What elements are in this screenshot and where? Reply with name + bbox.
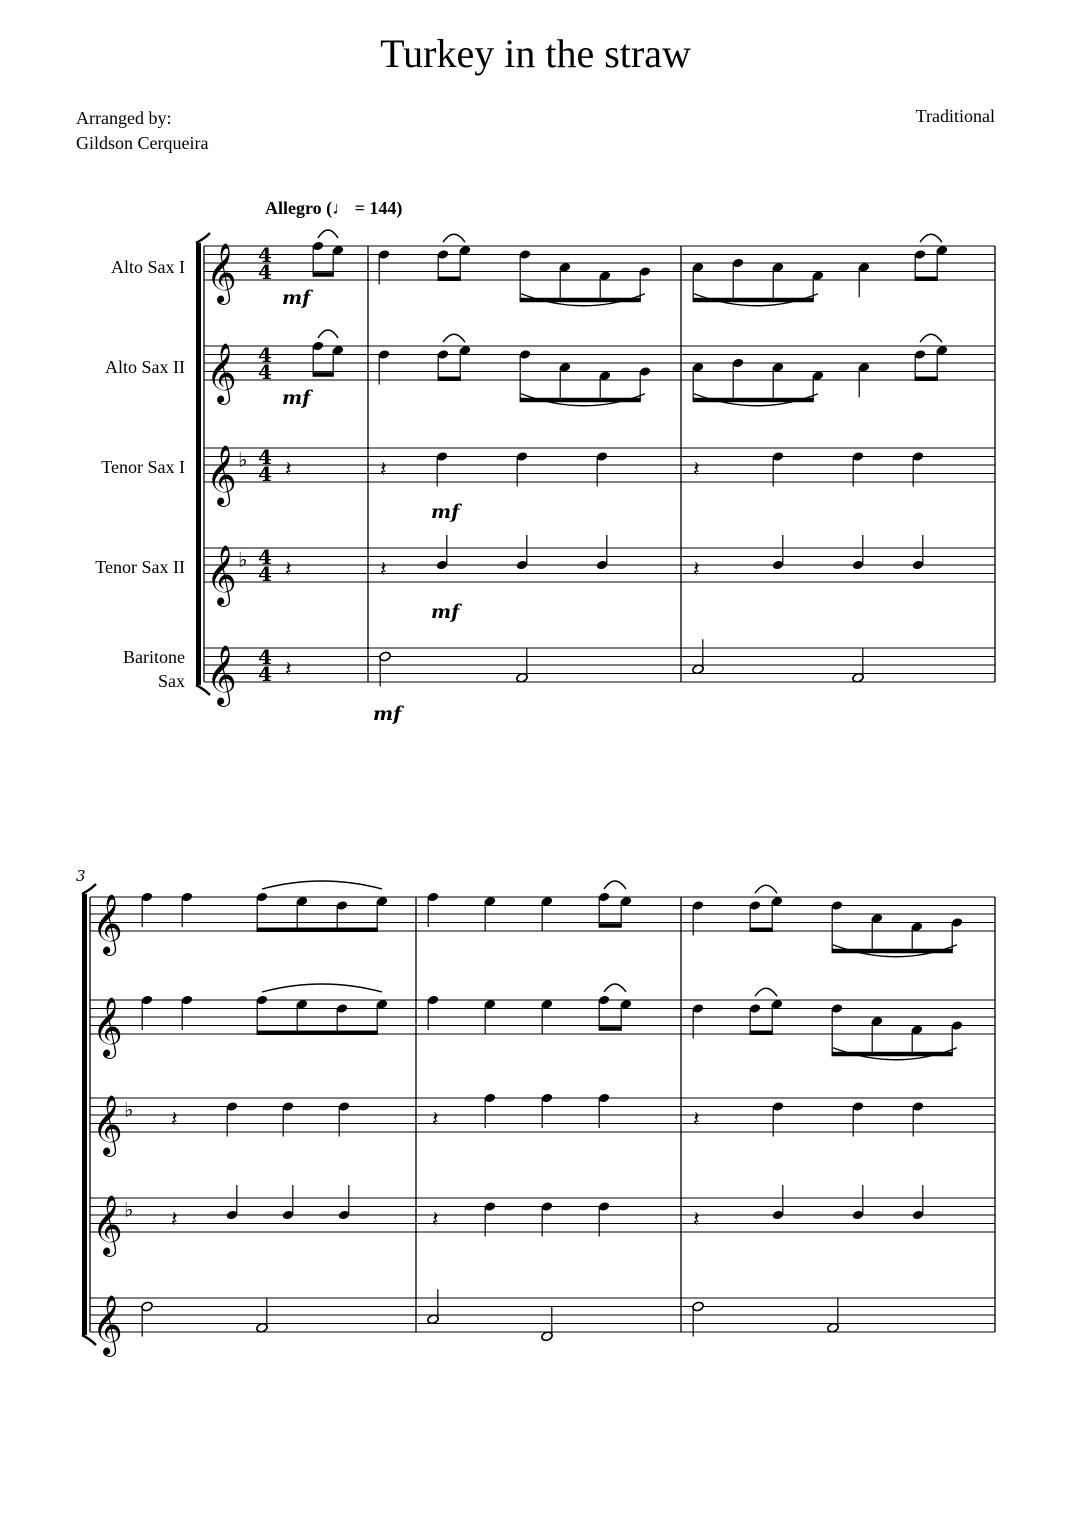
dynamic-mark: mf [282,287,311,309]
quarter-rest-icon: 𝄽 [380,557,387,583]
quarter-rest-icon: 𝄽 [171,1207,178,1233]
quarter-note-icon: ♩ [332,198,351,218]
instrument-label-tenor-2: Tenor Sax II [95,557,185,577]
slur [920,334,942,342]
treble-clef-icon: 𝄞 [206,445,237,505]
note-beam [599,1026,622,1031]
time-signature-top: 4 [258,243,272,267]
note-beam [438,277,461,282]
quarter-rest-icon: 𝄽 [285,557,292,583]
quarter-rest-icon: 𝄽 [693,1107,700,1133]
measure-number: 3 [76,867,86,885]
time-signature-top: 4 [258,343,272,367]
treble-clef-icon: 𝄞 [206,343,237,403]
instrument-label-baritone: Baritone Sax [123,647,185,691]
slur [443,234,465,242]
tempo-marking: Allegro (♩ = 144) [265,198,403,218]
system-bracket [82,894,87,1335]
dynamic-mark: mf [282,387,311,409]
time-signature-top: 4 [258,545,272,569]
treble-clef-icon: 𝄞 [92,894,123,954]
time-signature-bottom: 4 [258,260,272,284]
quarter-rest-icon: 𝄽 [432,1207,439,1233]
quarter-rest-icon: 𝄽 [285,657,292,683]
score-title: Turkey in the straw [380,31,691,76]
slur [443,334,465,342]
dynamic-mark: mf [431,601,460,623]
quarter-rest-icon: 𝄽 [380,457,387,483]
treble-clef-icon: 𝄞 [92,1295,123,1355]
slur [755,885,777,893]
slur [262,881,382,889]
time-signature-bottom: 4 [258,562,272,586]
quarter-rest-icon: 𝄽 [171,1107,178,1133]
dynamic-mark: mf [373,703,402,725]
quarter-rest-icon: 𝄽 [693,557,700,583]
treble-clef-icon: 𝄞 [206,645,237,705]
flat-icon: ♭ [238,447,248,472]
system-bracket [196,243,201,685]
time-signature-bottom: 4 [258,462,272,486]
treble-clef-icon: 𝄞 [92,1195,123,1255]
flat-icon: ♭ [238,547,248,572]
quarter-rest-icon: 𝄽 [432,1107,439,1133]
note-beam [313,372,334,377]
slur [604,984,626,992]
quarter-rest-icon: 𝄽 [693,1207,700,1233]
note-beam [915,277,938,282]
slur [920,234,942,242]
treble-clef-icon: 𝄞 [92,997,123,1057]
time-signature-top: 4 [258,445,272,469]
note-beam [257,1031,378,1036]
treble-clef-icon: 𝄞 [206,243,237,303]
flat-icon: ♭ [124,1197,134,1222]
note-beam [257,928,378,933]
arranger-name: Gildson Cerqueira [76,133,209,153]
dynamic-mark: mf [431,501,460,523]
treble-clef-icon: 𝄞 [206,545,237,605]
note-beam [438,377,461,382]
note-beam [915,377,938,382]
time-signature-top: 4 [258,645,272,669]
instrument-label-tenor-1: Tenor Sax I [101,457,185,477]
instrument-label-alto-2: Alto Sax II [105,357,185,377]
system-bracket [196,233,210,243]
note-beam [750,928,773,933]
instrument-label-alto-1: Alto Sax I [111,257,185,277]
slur [318,330,338,338]
quarter-rest-icon: 𝄽 [693,457,700,483]
tempo-value: = 144 [354,198,397,218]
note-beam [599,923,622,928]
flat-icon: ♭ [124,1097,134,1122]
time-signature-bottom: 4 [258,662,272,686]
quarter-rest-icon: 𝄽 [285,457,292,483]
system-bracket [82,884,96,894]
slur [755,988,777,996]
time-signature-bottom: 4 [258,360,272,384]
composer: Traditional [915,106,995,126]
slur [604,881,626,889]
treble-clef-icon: 𝄞 [92,1095,123,1155]
tempo-word: Allegro [265,198,322,218]
slur [318,230,338,238]
note-beam [750,1031,773,1036]
slur [262,984,382,992]
arranged-by-label: Arranged by: [76,108,172,128]
note-beam [313,272,334,277]
